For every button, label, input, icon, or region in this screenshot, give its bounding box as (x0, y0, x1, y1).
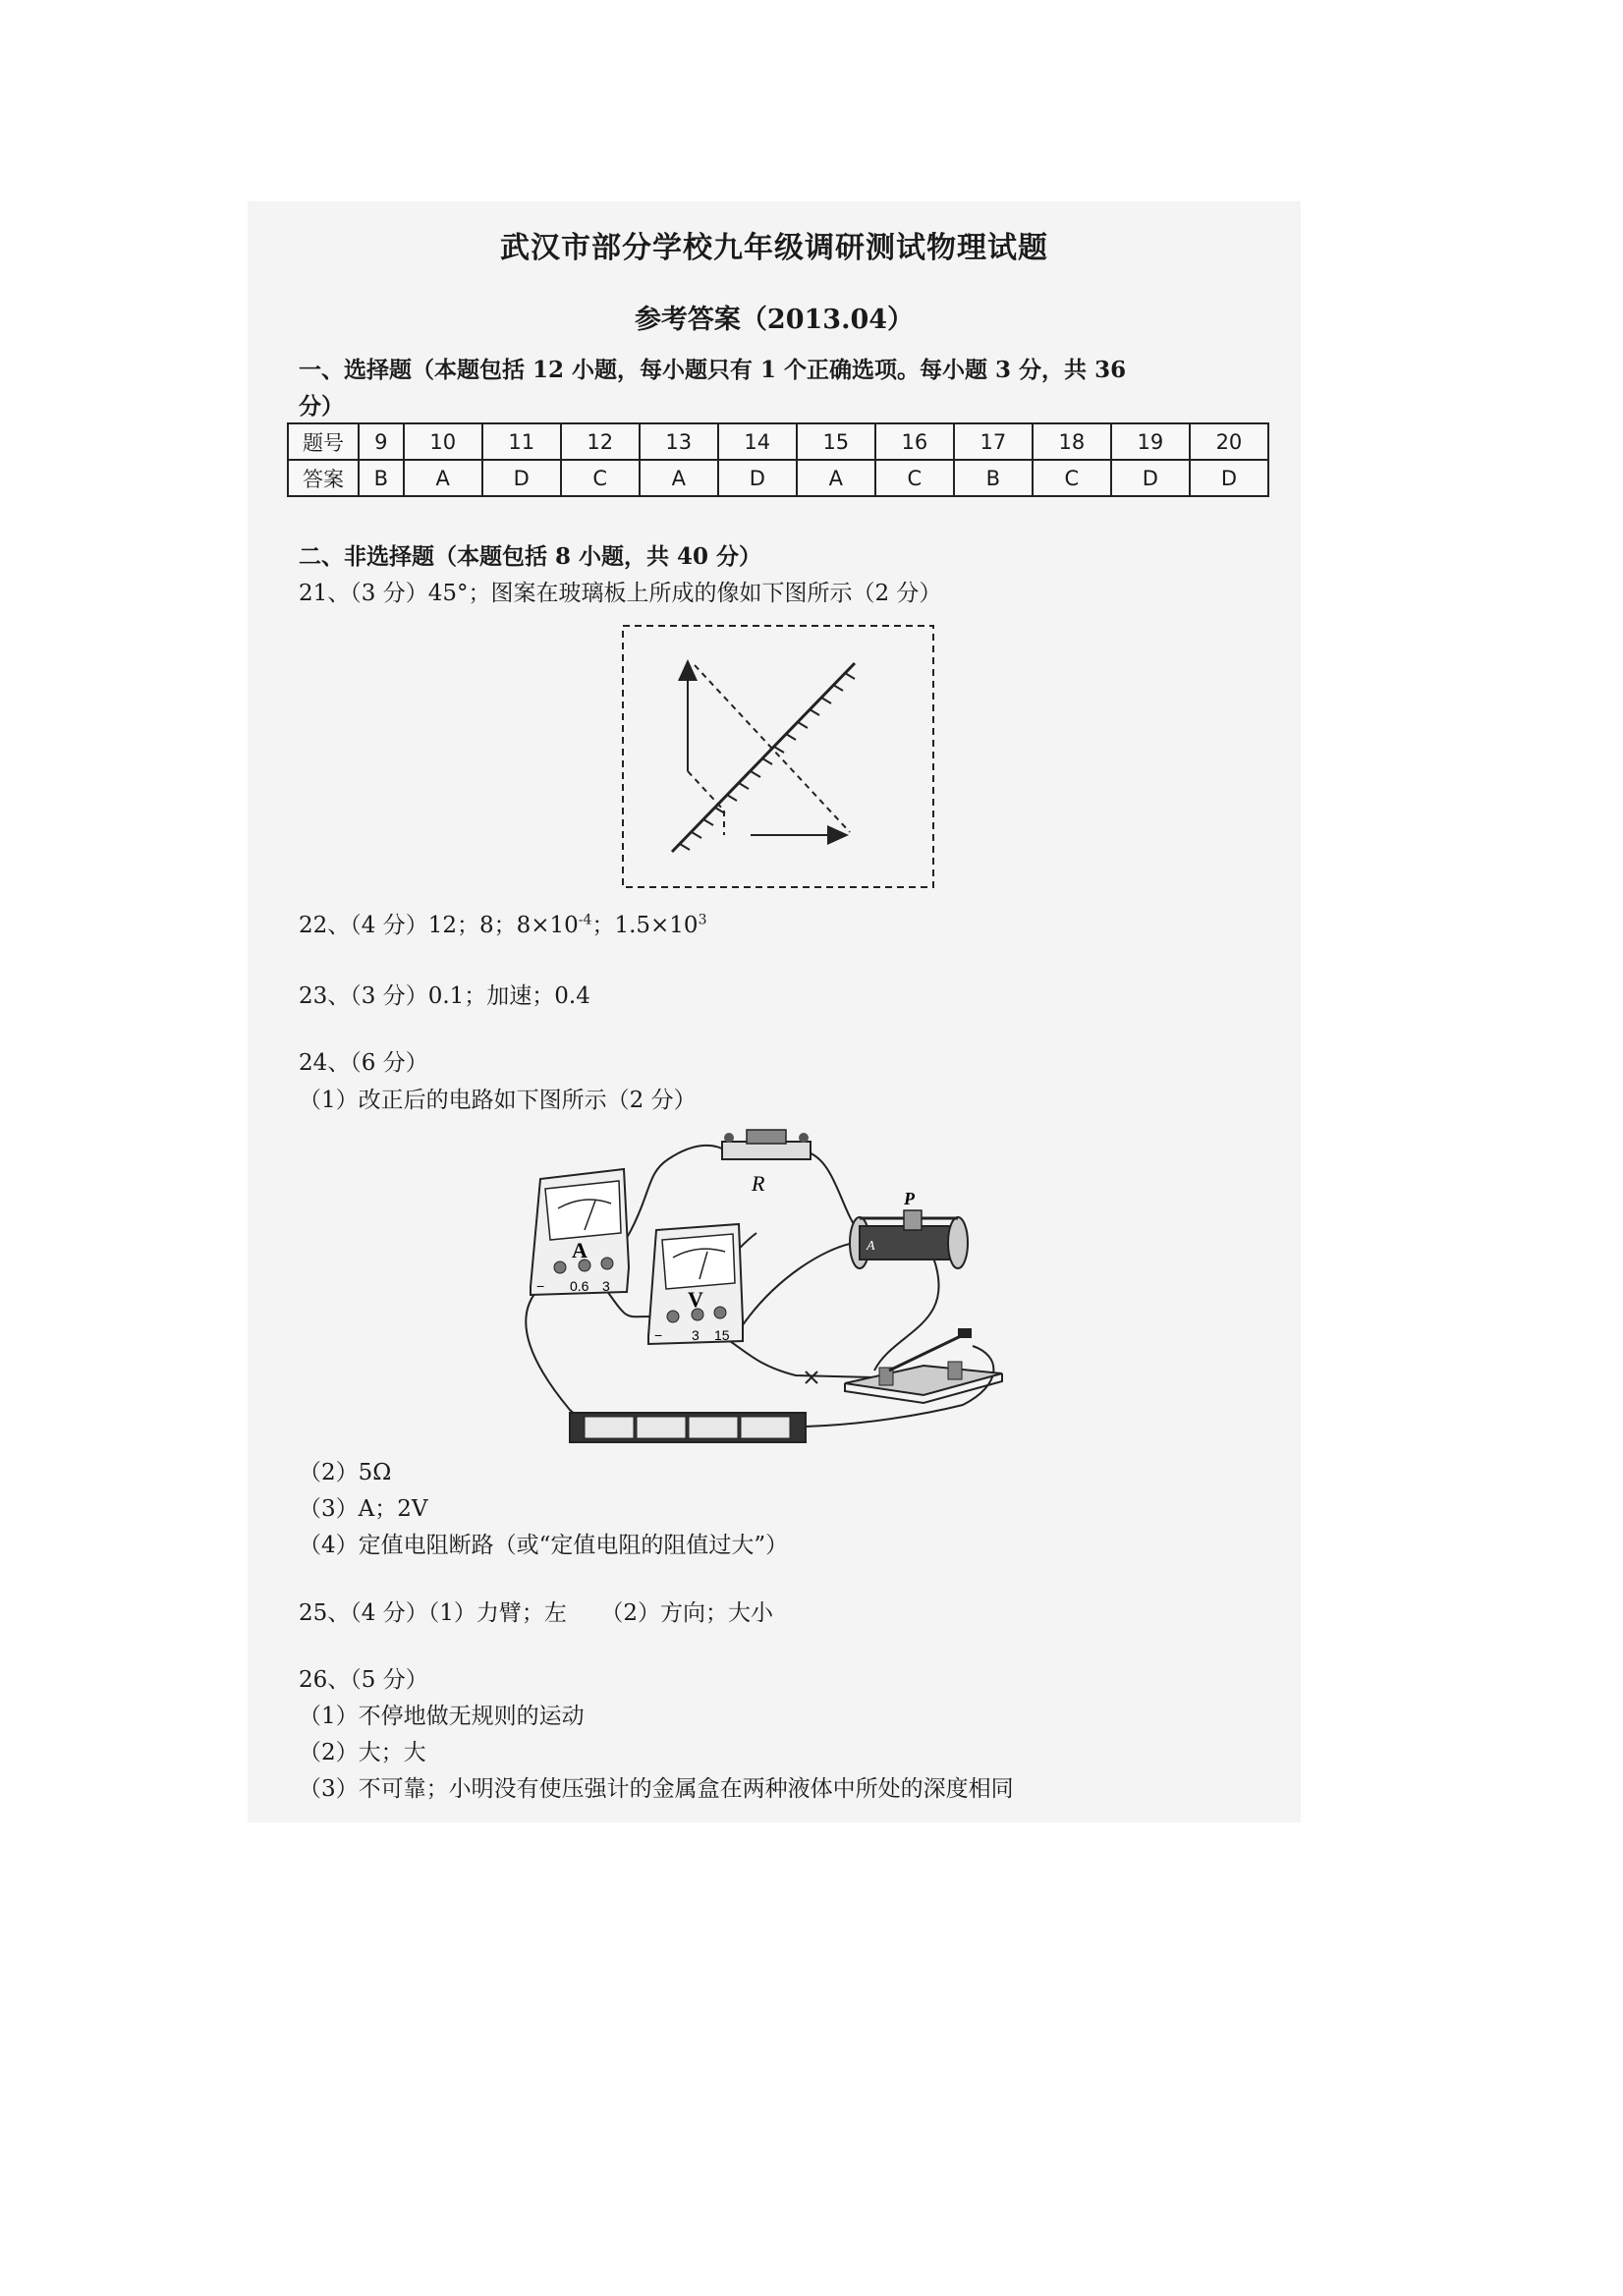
table-cell: 18 (1033, 423, 1111, 460)
mirror-diagram (621, 624, 935, 889)
table-cell: C (875, 460, 954, 496)
q24-part1: （1）改正后的电路如下图所示（2 分） (299, 1088, 697, 1113)
voltmeter-label: V (688, 1287, 703, 1312)
q23-answer: 23、（3 分）0.1；加速；0.4 (299, 983, 590, 1009)
ammeter-terminal-3: 3 (602, 1278, 610, 1294)
table-cell: A (640, 460, 718, 496)
section2-heading: 二、非选择题（本题包括 8 小题，共 40 分） (299, 543, 762, 570)
mirror-hatching (680, 673, 855, 850)
table-cell: 20 (1190, 423, 1268, 460)
table-row-label: 答案 (288, 460, 359, 496)
table-cell: 9 (359, 423, 404, 460)
ammeter-label: A (572, 1238, 588, 1262)
table-row-answers (288, 460, 1268, 496)
voltmeter-terminal-15: 15 (714, 1327, 730, 1343)
q22-term1: 8×10 (516, 913, 579, 938)
table-cell: 13 (640, 423, 718, 460)
wire (722, 1336, 874, 1377)
table-cell: 11 (482, 423, 561, 460)
ammeter-terminal-06: 0.6 (570, 1278, 589, 1294)
circuit-diagram (511, 1120, 1041, 1449)
table-cell: C (561, 460, 640, 496)
table-cell: B (359, 460, 404, 496)
table-cell: D (1190, 460, 1268, 496)
q21-answer: 21、（3 分）45°；图案在玻璃板上所成的像如下图所示（2 分） (299, 581, 942, 606)
q26-part3: （3）不可靠；小明没有使压强计的金属盒在两种液体中所处的深度相同 (299, 1776, 1014, 1802)
q22-prefix: 22、（4 分）12；8； (299, 913, 517, 938)
q22-term2-exp: 3 (698, 912, 707, 928)
document-title: 武汉市部分学校九年级调研测试物理试题 (500, 231, 1048, 265)
table-row-label: 题号 (288, 423, 359, 460)
ammeter (531, 1169, 629, 1295)
q22-sep: ； (591, 913, 615, 938)
table-cell: 12 (561, 423, 640, 460)
dashed-frame (623, 626, 933, 887)
table-cell: 10 (404, 423, 482, 460)
table-cell: 15 (797, 423, 875, 460)
table-cell: 14 (718, 423, 797, 460)
table-cell: B (954, 460, 1033, 496)
q26-part1: （1）不停地做无规则的运动 (299, 1704, 585, 1729)
rheostat-end-label: A (867, 1239, 875, 1254)
table-cell: 16 (875, 423, 954, 460)
wire (742, 1243, 855, 1326)
table-cell: D (718, 460, 797, 496)
voltmeter-terminal-neg: − (654, 1327, 663, 1343)
q24-part4: （4）定值电阻断路（或“定值电阻的阻值过大”） (299, 1533, 789, 1558)
table-cell: A (797, 460, 875, 496)
mirror-line (672, 663, 855, 852)
section1-heading: 一、选择题（本题包括 12 小题，每小题只有 1 个正确选项。每小题 3 分，共 36 (299, 357, 1127, 383)
slider-label: P (904, 1189, 915, 1208)
section1-heading-cont: 分） (299, 393, 344, 420)
table-cell: D (482, 460, 561, 496)
table-row-numbers (288, 423, 1268, 460)
battery (570, 1413, 806, 1442)
q22-term1-exp: -4 (578, 912, 592, 928)
resistor-label: R (752, 1171, 765, 1196)
switch (845, 1328, 1002, 1403)
wire (806, 1151, 860, 1233)
q22-answer (299, 907, 706, 939)
voltmeter-terminal-3: 3 (692, 1327, 700, 1343)
table-cell: C (1033, 460, 1111, 496)
q24-part3: （3）A；2V (299, 1496, 428, 1522)
answer-table (287, 422, 1269, 497)
q24-part2: （2）5Ω (299, 1460, 392, 1485)
wire (526, 1287, 589, 1427)
table-cell: 17 (954, 423, 1033, 460)
q22-term2: 1.5×10 (614, 913, 699, 938)
table-cell: 19 (1111, 423, 1190, 460)
q26-header: 26、（5 分） (299, 1667, 428, 1693)
q24-header: 24、（6 分） (299, 1050, 428, 1076)
q25-answer: 25、（4 分）（1）力臂；左 （2）方向；大小 (299, 1600, 773, 1626)
table-cell: A (404, 460, 482, 496)
table-cell: D (1111, 460, 1190, 496)
voltmeter (648, 1224, 743, 1344)
answer-sheet (248, 201, 1301, 1822)
document-subtitle: 参考答案（2013.04） (634, 305, 915, 335)
wire (874, 1258, 939, 1371)
q26-part2: （2）大；大 (299, 1740, 426, 1765)
ammeter-terminal-neg: − (536, 1278, 545, 1294)
dashed-line (688, 771, 724, 811)
resistor (722, 1130, 811, 1159)
